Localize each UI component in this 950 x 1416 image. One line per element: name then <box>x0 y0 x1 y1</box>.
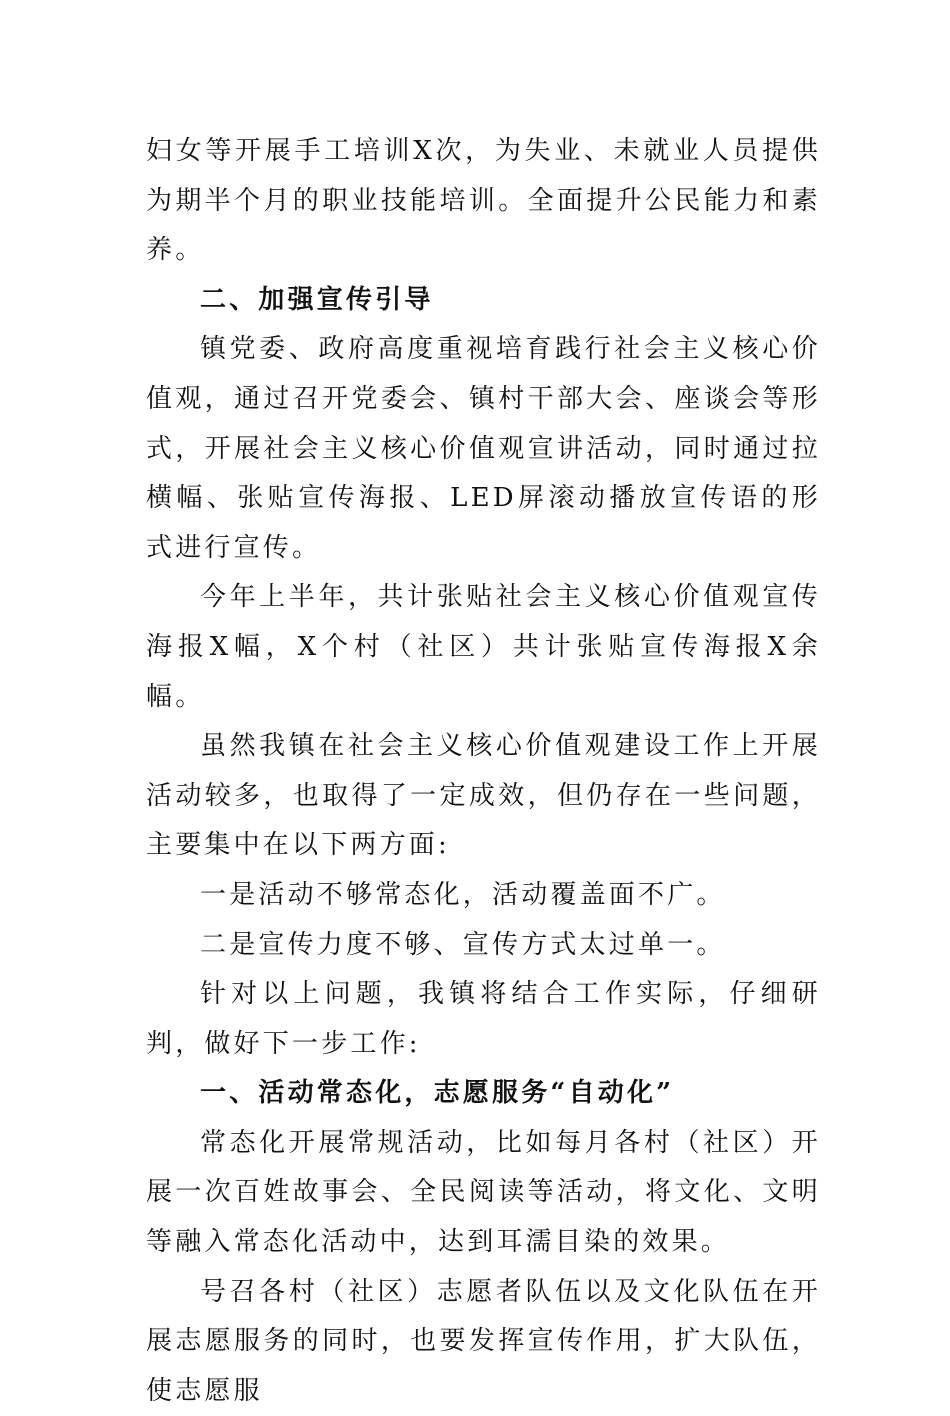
body-paragraph: 镇党委、政府高度重视培育践行社会主义核心价值观，通过召开党委会、镇村干部大会、座谈会等形式，开展社会主义核心价值观宣讲活动，同时通过拉横幅、张贴宣传海报、LED屏滚动播放宣传语的形式进行宣传。 <box>146 334 821 563</box>
section-heading: 一、活动常态化，志愿服务“自动化” <box>200 1078 675 1109</box>
section-heading: 二、加强宣传引导 <box>200 284 434 315</box>
body-paragraph: 虽然我镇在社会主义核心价值观建设工作上开展活动较多，也取得了一定成效，但仍存在一些问题，主要集中在以下两方面: <box>146 731 821 861</box>
body-paragraph: 号召各村（社区）志愿者队伍以及文化队伍在开展志愿服务的同时，也要发挥宣传作用，扩大队伍，使志愿服 <box>146 1276 821 1406</box>
body-paragraph: 常态化开展常规活动，比如每月各村（社区）开展一次百姓故事会、全民阅读等活动，将文化、文明等融入常态化活动中，达到耳濡目染的效果。 <box>146 1127 821 1258</box>
body-paragraph: 二是宣传力度不够、宣传方式太过单一。 <box>200 929 726 960</box>
body-paragraph: 今年上半年，共计张贴社会主义核心价值观宣传海报X幅，X个村（社区）共计张贴宣传海报X余幅。 <box>146 582 821 712</box>
body-paragraph: 针对以上问题，我镇将结合工作实际，仔细研判，做好下一步工作: <box>146 979 821 1059</box>
body-paragraph: 一是活动不够常态化，活动覆盖面不广。 <box>200 879 726 910</box>
body-paragraph: 妇女等开展手工培训X次，为失业、未就业人员提供为期半个月的职业技能培训。全面提升公民能力和素养。 <box>146 136 821 266</box>
document-body <box>146 127 821 1416</box>
